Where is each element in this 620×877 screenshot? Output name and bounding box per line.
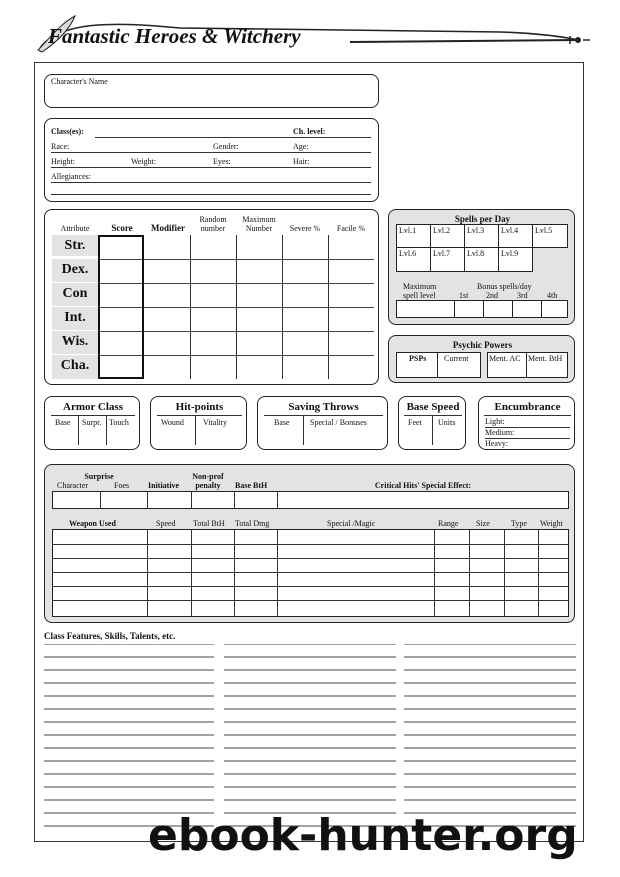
weapon-row-line-3 bbox=[53, 572, 568, 573]
attr-header-maximum: Maximum Number bbox=[242, 215, 276, 233]
surprise-character-label: Character bbox=[57, 481, 89, 490]
surprise-label: Surprise bbox=[84, 472, 114, 481]
features-lines[interactable] bbox=[44, 644, 576, 834]
attr-name-cha: Cha. bbox=[52, 355, 98, 379]
base-speed-divider bbox=[404, 415, 462, 416]
weapons-table[interactable] bbox=[52, 529, 569, 617]
max-spell-level-cell[interactable] bbox=[396, 300, 455, 318]
bonus-col-3rd: 3rd bbox=[517, 291, 528, 300]
page-title: Fantastic Heroes & Witchery bbox=[48, 24, 301, 48]
spell-cell-4[interactable]: Lvl.4 bbox=[498, 224, 533, 248]
attr-header-severe: Severe % bbox=[289, 224, 321, 233]
allegiances-line-1[interactable] bbox=[51, 182, 371, 183]
ment-bth-cell[interactable]: Ment. BtH bbox=[526, 352, 568, 378]
saving-throws-divider bbox=[264, 415, 383, 416]
encumbrance-title: Encumbrance bbox=[494, 401, 561, 413]
base-speed-box bbox=[398, 396, 466, 450]
ment-ac-cell[interactable]: Ment. AC bbox=[487, 352, 527, 378]
base-bth-label: Base BtH bbox=[235, 481, 268, 490]
spells-box bbox=[388, 209, 575, 325]
armor-class-title: Armor Class bbox=[63, 401, 123, 413]
weapon-header-name: Weapon Used bbox=[69, 519, 116, 528]
spell-cell-7[interactable]: Lvl.7 bbox=[430, 247, 465, 272]
attr-header-attribute: Attribute bbox=[60, 224, 90, 233]
bonus-col-2nd: 2nd bbox=[486, 291, 498, 300]
speed-sep bbox=[432, 415, 433, 445]
weapon-col-line-5 bbox=[434, 530, 435, 616]
features-title: Class Features, Skills, Talents, etc. bbox=[44, 631, 176, 641]
combat-box bbox=[44, 464, 575, 623]
encumbrance-light: Light: bbox=[485, 417, 505, 426]
weapon-header-type: Type bbox=[511, 519, 527, 528]
combat-sep-2 bbox=[147, 492, 148, 508]
spell-cell-2[interactable]: Lvl.2 bbox=[430, 224, 465, 248]
max-spell-level-label: Maximum spell level bbox=[403, 282, 437, 300]
attr-col-line-4 bbox=[328, 235, 329, 379]
surprise-foes-label: Foes bbox=[114, 481, 130, 490]
class-line[interactable] bbox=[95, 137, 371, 138]
weapon-header-range: Range bbox=[438, 519, 459, 528]
weapon-row-line-1 bbox=[53, 544, 568, 545]
attr-name-wis: Wis. bbox=[52, 331, 98, 354]
weapon-row-line-4 bbox=[53, 586, 568, 587]
encumbrance-divider bbox=[484, 415, 571, 416]
race-line[interactable] bbox=[51, 152, 371, 153]
level-label: Ch. level: bbox=[293, 127, 326, 136]
initiative-label: Initiative bbox=[148, 481, 180, 490]
weapon-row-line-2 bbox=[53, 558, 568, 559]
psychic-title: Psychic Powers bbox=[452, 340, 513, 350]
hit-points-title: Hit-points bbox=[175, 401, 224, 413]
hp-col-wound: Wound bbox=[161, 418, 184, 427]
hit-points-box bbox=[150, 396, 247, 450]
speed-col-feet: Feet bbox=[408, 418, 422, 427]
armor-col-base: Base bbox=[55, 418, 71, 427]
combat-sep-3 bbox=[191, 492, 192, 508]
bonus-cell-4th[interactable] bbox=[541, 300, 568, 318]
spell-cell-3[interactable]: Lvl.3 bbox=[464, 224, 499, 248]
allegiances-label: Allegiances: bbox=[51, 172, 91, 181]
gender-label: Gender: bbox=[213, 142, 239, 151]
weapon-header-size: Size bbox=[476, 519, 490, 528]
watermark: ebook-hunter.org bbox=[148, 810, 578, 861]
eyes-label: Eyes: bbox=[213, 157, 231, 166]
weapon-col-line-1 bbox=[147, 530, 148, 616]
attributes-box bbox=[44, 209, 379, 385]
attr-name-str: Str. bbox=[52, 235, 98, 256]
weapon-col-line-3 bbox=[234, 530, 235, 616]
bonus-cell-1st[interactable] bbox=[454, 300, 484, 318]
character-name-label: Character's Name bbox=[51, 77, 108, 86]
weapon-col-line-4 bbox=[277, 530, 278, 616]
armor-class-box bbox=[44, 396, 140, 450]
allegiances-line-2[interactable] bbox=[51, 194, 371, 195]
attributes-grid bbox=[52, 235, 374, 379]
spell-cell-1[interactable]: Lvl.1 bbox=[396, 224, 431, 248]
bonus-cell-2nd[interactable] bbox=[483, 300, 513, 318]
armor-col-touch: Touch bbox=[109, 418, 129, 427]
saves-col-base: Base bbox=[274, 418, 290, 427]
weapon-header-dmg: Total Dmg bbox=[235, 519, 270, 528]
weapon-col-line-8 bbox=[538, 530, 539, 616]
weapon-header-special: Special /Magic bbox=[327, 519, 376, 528]
saves-col-special: Special / Bonuses bbox=[310, 418, 367, 427]
attr-header-random: Random number bbox=[199, 215, 227, 233]
saves-sep bbox=[303, 415, 304, 445]
attr-name-int: Int. bbox=[52, 307, 98, 330]
weapon-col-line-7 bbox=[504, 530, 505, 616]
combat-sep-1 bbox=[100, 492, 101, 508]
spell-cell-5[interactable]: Lvl.5 bbox=[532, 224, 568, 248]
hp-col-vitality: Vitality bbox=[203, 418, 227, 427]
speed-col-units: Units bbox=[438, 418, 456, 427]
spells-title: Spells per Day bbox=[454, 214, 511, 224]
combat-sep-4 bbox=[234, 492, 235, 508]
armor-sep-2 bbox=[106, 415, 107, 445]
encumbrance-medium: Medium: bbox=[485, 428, 515, 437]
combat-stats-row bbox=[52, 491, 569, 509]
current-cell[interactable]: Current bbox=[437, 352, 481, 378]
bonus-spells-grid bbox=[396, 300, 568, 318]
spells-grid bbox=[396, 224, 568, 272]
armor-class-divider bbox=[51, 415, 135, 416]
score-column[interactable] bbox=[98, 235, 144, 379]
attr-col-line-2 bbox=[236, 235, 237, 379]
attr-header-score: Score bbox=[111, 223, 133, 233]
crit-label: Critical Hits' Special Effect: bbox=[374, 481, 472, 490]
saving-throws-box bbox=[257, 396, 388, 450]
bonus-spells-label: Bonus spells/day bbox=[477, 282, 532, 291]
bonus-col-1st: 1st bbox=[459, 291, 469, 300]
bonus-col-4th: 4th bbox=[547, 291, 558, 300]
spell-cell-9[interactable]: Lvl.9 bbox=[498, 247, 533, 272]
race-label: Race: bbox=[51, 142, 70, 151]
armor-sep-1 bbox=[78, 415, 79, 445]
height-line[interactable] bbox=[51, 167, 371, 168]
attr-col-line-3 bbox=[282, 235, 283, 379]
encumbrance-box bbox=[478, 396, 575, 450]
weapon-header-speed: Speed bbox=[156, 519, 176, 528]
weapon-col-line-6 bbox=[469, 530, 470, 616]
nonprof-label: Non-prof penalty bbox=[192, 472, 224, 490]
page-header bbox=[30, 10, 590, 60]
weapon-col-line-2 bbox=[191, 530, 192, 616]
attr-header-modifier: Modifier bbox=[151, 223, 185, 233]
saving-throws-title: Saving Throws bbox=[288, 401, 359, 413]
hair-label: Hair: bbox=[293, 157, 310, 166]
features-ruled-lines bbox=[44, 644, 576, 834]
weapon-header-bth: Total BtH bbox=[193, 519, 225, 528]
weapon-header-weight: Weight bbox=[540, 519, 563, 528]
character-name-box[interactable] bbox=[44, 74, 379, 108]
hp-sep bbox=[195, 415, 196, 445]
attr-col-line-1 bbox=[190, 235, 191, 379]
psps-cell[interactable]: PSPs bbox=[396, 352, 438, 378]
combat-sep-5 bbox=[277, 492, 278, 508]
class-info-box bbox=[44, 118, 379, 202]
attr-name-dex: Dex. bbox=[52, 259, 98, 282]
attr-name-con: Con bbox=[52, 283, 98, 306]
weight-label: Weight: bbox=[131, 157, 157, 166]
armor-col-surpr: Surpr. bbox=[82, 418, 102, 427]
height-label: Height: bbox=[51, 157, 75, 166]
bonus-cell-3rd[interactable] bbox=[512, 300, 542, 318]
spell-cell-8[interactable]: Lvl.8 bbox=[464, 247, 499, 272]
psychic-box bbox=[388, 335, 575, 383]
base-speed-title: Base Speed bbox=[406, 401, 460, 413]
weapon-row-line-5 bbox=[53, 600, 568, 601]
class-label: Class(es): bbox=[51, 127, 84, 136]
encumbrance-heavy: Heavy: bbox=[485, 439, 509, 448]
age-label: Age: bbox=[293, 142, 309, 151]
hit-points-divider bbox=[157, 415, 242, 416]
attr-header-facile: Facile % bbox=[336, 224, 366, 233]
spell-cell-6[interactable]: Lvl.6 bbox=[396, 247, 431, 272]
